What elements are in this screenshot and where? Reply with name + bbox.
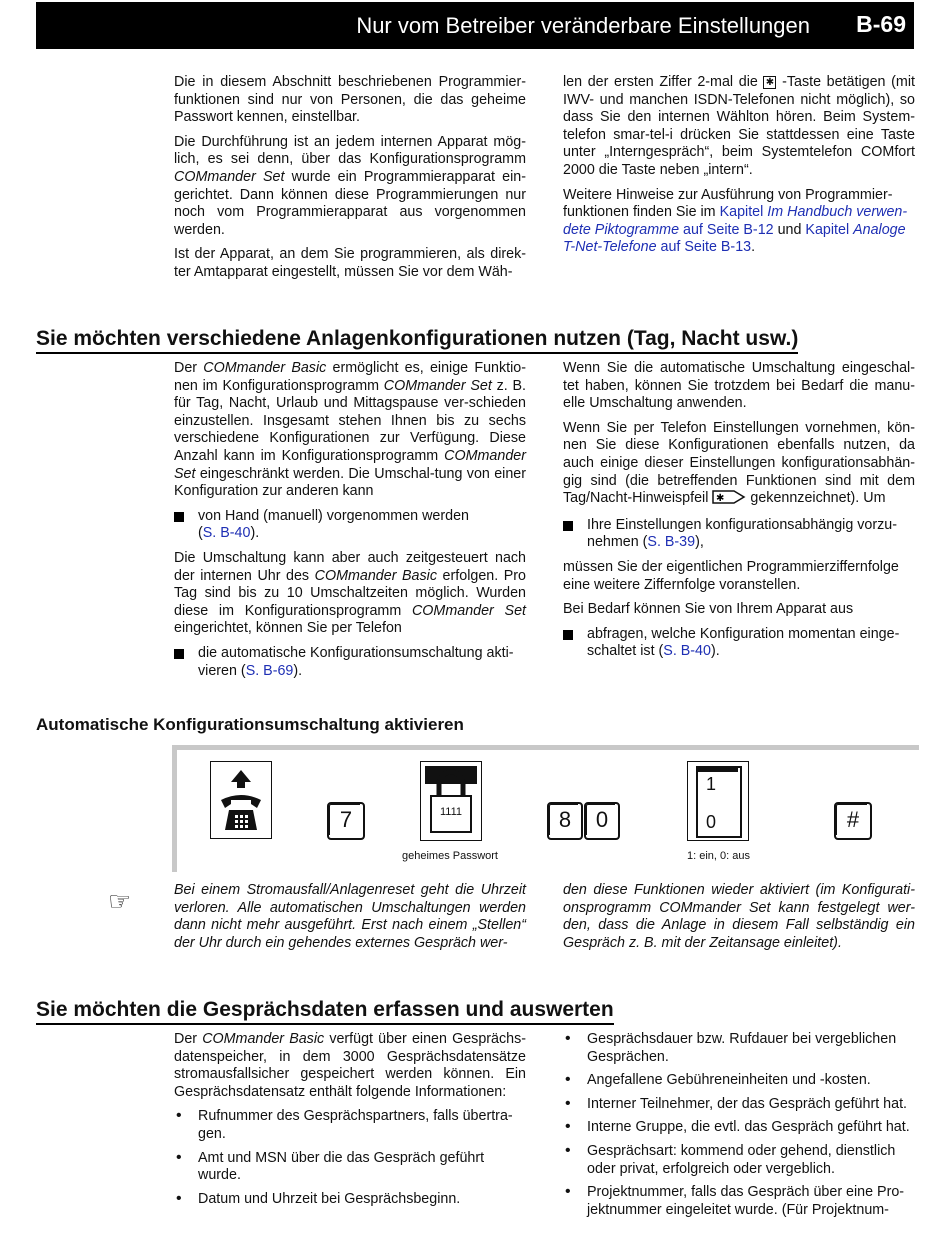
body-paragraph: Die Umschaltung kann aber auch zeitgesteuert nach der internen Uhr des COMmander Basic erfolgen. Pro Tag sind bis zu 10 Umschaltzeiten möglich. Wurden diese im Konfigurationsprogramm COMmander Set eingerichtet, können Sie per Telefon xyxy=(174,549,526,637)
intro-left-column xyxy=(174,74,526,289)
list-item: • Datum und Uhrzeit bei Gesprächsbeginn. xyxy=(174,1191,526,1209)
section1-right-column xyxy=(563,360,915,668)
link-analoge-telefone[interactable]: Kapitel Analoge T-Net-Telefone auf Seite B-13 xyxy=(563,221,906,256)
key-hash: # xyxy=(834,802,872,840)
link-ref[interactable]: S. B-69 xyxy=(245,662,294,679)
switch-off-label: 0 xyxy=(706,812,717,832)
page-header-title: Nur vom Betreiber veränderbare Einstellungen xyxy=(356,13,810,38)
body-paragraph: müssen Sie der eigentlichen Programmierziffernfolge eine weitere Ziffernfolge voranstellen. xyxy=(563,558,899,593)
list-item: • Gesprächsart: kommend oder gehend, dienstlich oder privat, erfolgreich oder vergeblich. xyxy=(563,1143,915,1178)
switch-on-label: 1 xyxy=(706,774,717,794)
link-ref[interactable]: S. B-40 xyxy=(663,643,711,660)
section2-left-column xyxy=(174,1031,526,1214)
padlock-code: 1111 xyxy=(439,806,463,818)
intro-paragraph: Die Durchführung ist an jedem internen Apparat mög-lich, es sei denn, über das Konfigurationsprogramm COMmander Set wurde ein Programmierapparat ein-gerichtet. Dann können diese Programmierungen nur noch vom Programmierapparat aus vorgenommen werden. xyxy=(174,133,526,238)
list-item: • Interne Gruppe, die evtl. das Gespräch geführt hat. xyxy=(563,1119,915,1137)
subsection-heading: Automatische Konfigurationsumschaltung aktivieren xyxy=(36,715,464,734)
bullet-item: von Hand (manuell) vorgenommen werden (S. B-40). xyxy=(174,508,526,543)
list-item: • Interner Teilnehmer, der das Gespräch geführt hat. xyxy=(563,1096,915,1114)
body-paragraph: Der COMmander Basic ermöglicht es, einige Funktio-nen im Konfigurationsprogramm COMmander Set z. B. für Tag, Nacht, Urlaub und Mittagspause ver-schieden einzustellen. Insgesamt stehen Ihnen bis zu sechs verschiedene Konfigurationen zur Verfügung. Diese Anzahl kann im Konfigurationsprogramm COMmander Set eingeschränkt werden. Die Umschal-tung von einer Konfiguration zur anderen kann xyxy=(174,360,527,500)
svg-text:✱: ✱ xyxy=(716,493,725,505)
list-item: • Amt und MSN über die das Gespräch geführt wurde. xyxy=(174,1150,526,1185)
note-right: den diese Funktionen wieder aktiviert (im Konfigurati-onsprogramm COMmander Set kann festgelegt wer-den, dass die Anlage in diesem Fall selbständig ein Gespräch z. B. mit der Zeitansage einleitet). xyxy=(563,882,915,951)
square-bullet-icon xyxy=(563,521,573,531)
list-item: • Angefallene Gebühreneinheiten und -kosten. xyxy=(563,1072,915,1090)
intro-right-column xyxy=(563,74,915,264)
note-left: Bei einem Stromausfall/Anlagenreset geht die Uhrzeit verloren. Alle automatischen Umschaltungen werden dann nicht mehr ausgeführt. Erst nach einem „Stellen“ der Uhr durch ein gehendes externes Gespräch wer- xyxy=(174,882,526,951)
square-bullet-icon xyxy=(174,649,184,659)
day-night-arrow-icon xyxy=(712,490,746,510)
square-bullet-icon xyxy=(563,630,573,640)
procedure-panel xyxy=(172,745,919,872)
toggle-switch-icon xyxy=(687,761,749,841)
switch-caption: 1: ein, 0: aus xyxy=(687,850,750,862)
key-0: 0 xyxy=(584,802,620,840)
bullet-item: die automatische Konfigurationsumschaltung akti-vieren (S. B-69). xyxy=(174,645,526,680)
body-paragraph: Wenn Sie per Telefon Einstellungen vornehmen, kön-nen Sie diese Konfigurationen ebenfalls nutzen, da auch einige dieser Einstellungen konfigurationsabhän-gig sind (die betreffenden Funktionen sind mit dem Tag/Nacht-Hinweispfeil ✱ gekennzeichnet). Um xyxy=(563,420,915,510)
bullet-item: Ihre Einstellungen konfigurationsabhängig vorzu-nehmen (S. B-39), xyxy=(563,517,915,552)
star-key-icon: ✱ xyxy=(763,76,776,89)
list-item: • Rufnummer des Gesprächspartners, falls übertra-gen. xyxy=(174,1108,526,1143)
intro-paragraph: Weitere Hinweise zur Ausführung von Programmier-funktionen finden Sie im Kapitel Im Handbuch verwen-dete Piktogramme auf Seite B-12 und Kapitel Analoge T-Net-Telefone auf Seite B-13. xyxy=(563,186,908,256)
padlock-password-icon xyxy=(420,761,482,841)
padlock-caption: geheimes Passwort xyxy=(402,850,498,862)
section-heading: Sie möchten die Gesprächsdaten erfassen und auswerten xyxy=(36,997,614,1025)
square-bullet-icon xyxy=(174,512,184,522)
list-item: • Projektnummer, falls das Gespräch über eine Pro-jektnummer eingeleitet wurde. (Für Projektnum- xyxy=(563,1184,915,1219)
page-number: B-69 xyxy=(856,11,906,37)
section1-left-column xyxy=(174,360,526,687)
body-paragraph: Wenn Sie die automatische Umschaltung eingeschal-tet haben, können Sie trotzdem bei Bedarf die manu-elle Umschaltung anwenden. xyxy=(563,360,915,412)
body-paragraph: Bei Bedarf können Sie von Ihrem Apparat aus xyxy=(563,601,854,618)
link-ref[interactable]: S. B-40 xyxy=(202,525,251,542)
link-piktogramme[interactable]: Kapitel Im Handbuch verwen-dete Piktogramme auf Seite B-12 xyxy=(563,204,908,238)
body-paragraph: Der COMmander Basic verfügt über einen Gesprächs-datenspeicher, in dem 3000 Gesprächsdatensätze stromausfallsicher gespeichert werden können. Ein Gesprächsdatensatz enthält folgende Informationen: xyxy=(174,1031,526,1100)
intro-paragraph: len der ersten Ziffer 2-mal die ✱ -Taste betätigen (mit IWV- und manchen ISDN-Telefonen nicht möglich), so dass Sie den internen Wählton hören. Beim System-telefon smar-tel-i drücken Sie stattdessen eine Taste unter „Interngespräch“, beim Systemtelefon COMfort 2000 die Taste neben „intern“. xyxy=(563,74,915,178)
key-8: 8 xyxy=(547,802,583,840)
intro-paragraph: Die in diesem Abschnitt beschriebenen Programmier-funktionen sind nur von Personen, die das geheime Passwort kennen, einstellbar. xyxy=(174,74,526,126)
intro-paragraph: Ist der Apparat, an dem Sie programmieren, als direk-ter Amtapparat eingestellt, müssen Sie vor dem Wäh- xyxy=(174,246,526,280)
section2-right-column xyxy=(563,1031,915,1225)
section-heading: Sie möchten verschiedene Anlagenkonfigurationen nutzen (Tag, Nacht usw.) xyxy=(36,326,798,354)
lift-handset-icon xyxy=(210,761,272,839)
key-7: 7 xyxy=(327,802,365,840)
list-item: • Gesprächsdauer bzw. Rufdauer bei vergeblichen Gesprächen. xyxy=(563,1031,915,1066)
link-ref[interactable]: S. B-39 xyxy=(647,534,696,551)
bullet-item: abfragen, welche Konfiguration momentan einge-schaltet ist (S. B-40). xyxy=(563,626,915,661)
pointing-hand-icon: ☞ xyxy=(108,886,132,916)
page-header xyxy=(36,2,914,49)
